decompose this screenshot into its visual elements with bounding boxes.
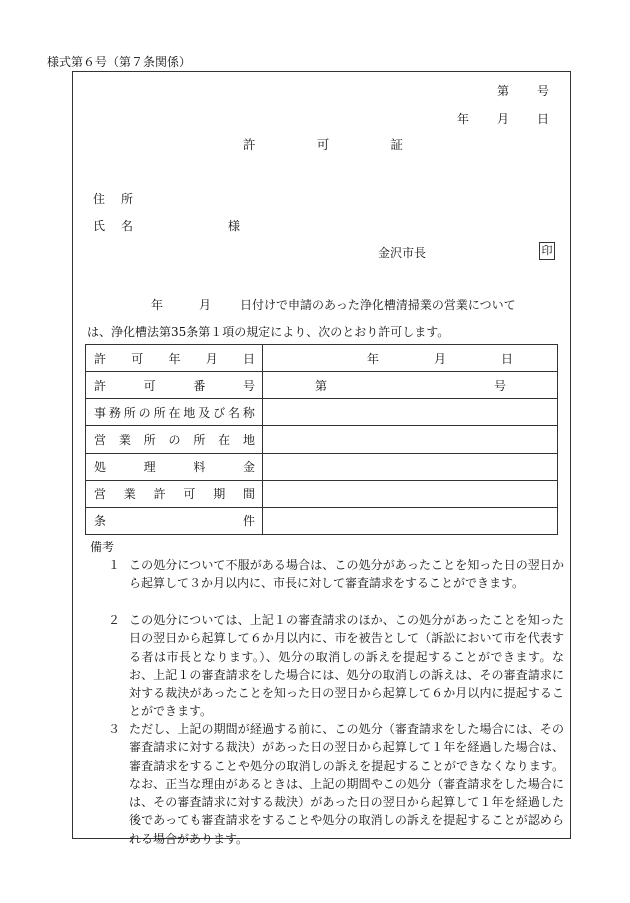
label-char: 地 <box>183 405 196 420</box>
remark-item <box>91 556 564 593</box>
row-label <box>86 426 263 453</box>
table-row <box>86 426 558 453</box>
table-row <box>86 372 558 399</box>
table-row <box>86 453 558 480</box>
label-char: 期 <box>213 487 226 502</box>
document-date <box>457 110 549 127</box>
label-char: 所 <box>143 432 156 447</box>
document-date-year: 年 <box>457 112 470 126</box>
label-char: 料 <box>193 460 206 475</box>
intro-year: 年 <box>151 298 164 312</box>
permit-date-value <box>263 345 558 372</box>
address-label <box>93 190 133 207</box>
label-char: 年 <box>168 351 181 366</box>
label-char: 許 <box>94 378 107 393</box>
label-char: 処 <box>94 460 107 475</box>
permit-certificate-frame <box>72 71 571 846</box>
table-row <box>86 345 558 372</box>
label-char: 所 <box>153 405 166 420</box>
remarks-title: 備考 <box>90 540 115 554</box>
label-char: 件 <box>242 514 255 529</box>
label-char: の <box>138 405 151 420</box>
row-label <box>86 480 263 507</box>
label-char: 許 <box>94 351 107 366</box>
label-char: 名 <box>228 405 241 420</box>
document-number-prefix: 第 <box>497 84 510 98</box>
label-char: 月 <box>205 351 218 366</box>
row-label <box>86 399 263 426</box>
label-char: 許 <box>153 487 166 502</box>
business-location-value <box>263 426 558 453</box>
remark-text: この処分について不服がある場合は、この処分があったことを知った日の翌日から起算して３か月以内に、市長に対して審査請求をすることができます。 <box>129 558 564 591</box>
label-char: 称 <box>242 405 255 420</box>
label-char: 業 <box>123 487 136 502</box>
remark-number: ３ <box>108 722 121 736</box>
form-number-label: 様式第６号（第７条関係） <box>47 55 192 69</box>
conditions-value <box>263 507 558 534</box>
permit-number-prefix: 第 <box>315 379 328 394</box>
certificate-title-char: 証 <box>390 137 403 152</box>
label-char: 事 <box>94 405 107 420</box>
remark-item <box>91 611 564 721</box>
address-label-char: 所 <box>120 192 133 206</box>
label-char: 可 <box>131 351 144 366</box>
row-label <box>86 372 263 399</box>
label-char: 営 <box>94 432 107 447</box>
document-date-day: 日 <box>536 112 549 126</box>
row-label <box>86 345 263 372</box>
permit-date-month: 月 <box>433 351 446 366</box>
name-label-char: 氏 <box>93 219 106 233</box>
label-char: 在 <box>218 432 231 447</box>
issuer-mayor: 金沢市長 <box>378 246 427 260</box>
permit-info-table <box>85 344 558 535</box>
certificate-title-char: 許 <box>243 137 256 152</box>
document-number <box>497 82 549 99</box>
label-char: 在 <box>168 405 181 420</box>
processing-fee-value <box>263 453 558 480</box>
remark-number: １ <box>108 558 121 572</box>
label-char: 所 <box>193 432 206 447</box>
remark-item <box>91 720 564 848</box>
intro-month: 月 <box>199 298 212 312</box>
label-char: 条 <box>94 514 107 529</box>
remark-text: ただし、上記の期間が経過する前に、この処分（審査請求をした場合には、その審査請求に対する裁決）があった日の翌日から起算して１年を経過した場合は、審査請求をすることや処分の取消しの訴えを提起することができなくなります。なお、正当な理由があるときは、上記の期間やこの処分（審査請求をした場合には、その審査請求に対する裁決）があった日の翌日から起算して１年を経過した後であっても審査請求をすることや処分の取消しの訴えを提起することが認められる場合があります。 <box>129 722 564 846</box>
document-number-suffix: 号 <box>536 84 549 98</box>
permit-period-value <box>263 480 558 507</box>
label-char: 理 <box>143 460 156 475</box>
label-char: 業 <box>118 432 131 447</box>
name-label <box>93 217 133 234</box>
label-char: 号 <box>242 378 255 393</box>
label-char: 営 <box>94 487 107 502</box>
table-row <box>86 507 558 534</box>
label-char: 日 <box>242 351 255 366</box>
document-date-month: 月 <box>496 112 509 126</box>
label-char: び <box>213 405 226 420</box>
remark-number: ２ <box>108 613 121 627</box>
row-label <box>86 453 263 480</box>
honorific: 様 <box>228 219 241 233</box>
certificate-title-char: 可 <box>316 137 330 152</box>
table-row <box>86 480 558 507</box>
row-label <box>86 507 263 534</box>
seal-mark: 印 <box>539 242 555 260</box>
remark-text: この処分については、上記１の審査請求のほか、この処分があったことを知った日の翌日から起算して６か月以内に、市を被告として（訴訟において市を代表する者は市長となります。）、処分の取消しの訴えを提起することができます。なお、上記１の審査請求をした場合には、処分の取消しの訴えは、その審査請求に対する裁決があったことを知った日の翌日から起算して６か月以内に提起することができます。 <box>129 613 564 719</box>
intro-text: 日付けで申請のあった浄化槽清掃業の営業について <box>240 298 516 312</box>
label-char: 可 <box>143 378 156 393</box>
label-char: 番 <box>193 378 206 393</box>
label-char: の <box>168 432 181 447</box>
name-label-char: 名 <box>120 219 133 233</box>
permit-number-value <box>263 372 558 399</box>
permit-date-day: 日 <box>500 351 513 366</box>
label-char: 間 <box>242 487 255 502</box>
address-label-char: 住 <box>93 192 106 206</box>
table-row <box>86 399 558 426</box>
permit-number-suffix: 号 <box>494 379 507 394</box>
permit-date-year: 年 <box>366 351 379 366</box>
certificate-title <box>243 135 403 153</box>
label-char: 金 <box>242 460 255 475</box>
label-char: 所 <box>123 405 136 420</box>
label-char: 地 <box>242 432 255 447</box>
office-value <box>263 399 558 426</box>
label-char: 及 <box>198 405 211 420</box>
label-char: 務 <box>108 405 121 420</box>
intro-line-2: は、浄化槽法第35条第１項の規定により、次のとおり許可します。 <box>87 325 450 339</box>
label-char: 可 <box>183 487 196 502</box>
